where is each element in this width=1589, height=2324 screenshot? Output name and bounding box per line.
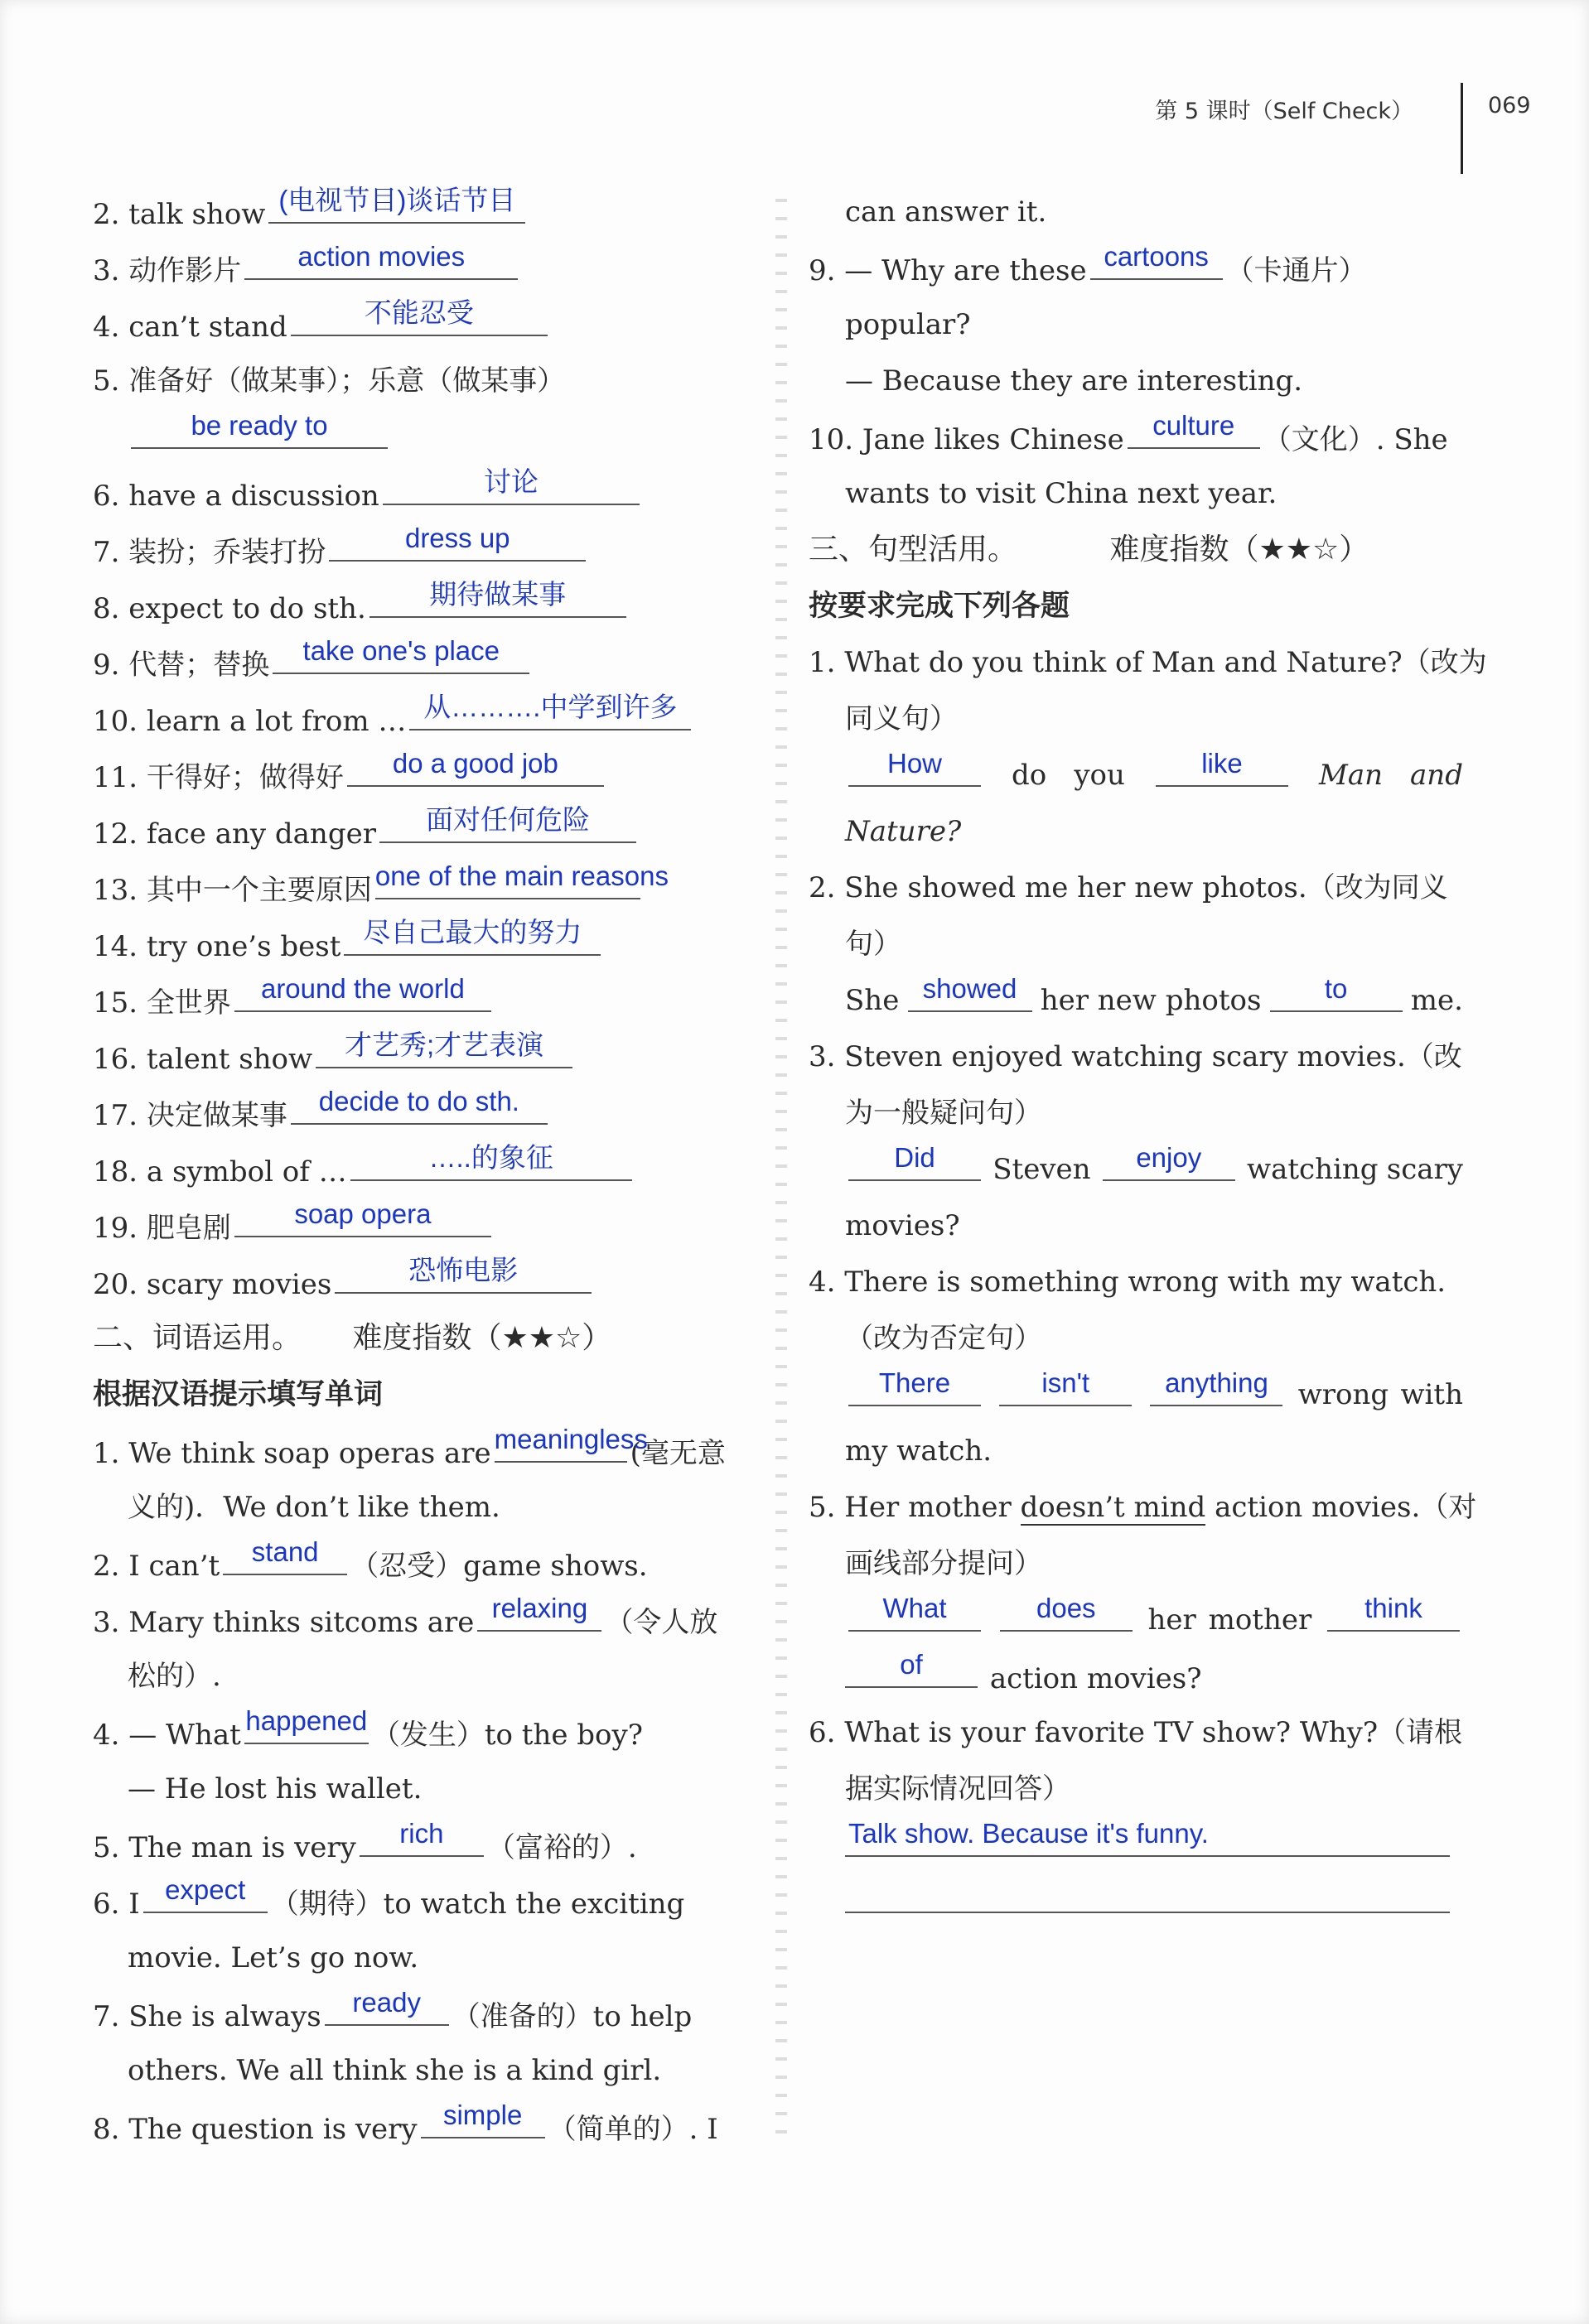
answer-blank[interactable]: [374, 860, 669, 899]
s3-p5-text: 5. Her mother: [809, 1491, 1021, 1524]
s2-q4-hint: （发生）to the boy?: [371, 1719, 643, 1752]
s3-p3-answer-row: [809, 1141, 1463, 1198]
word: mother: [1208, 1603, 1312, 1637]
answer-text: soap opera: [294, 1198, 432, 1229]
vocab-row: [93, 691, 747, 747]
answer-blank[interactable]: [1103, 1141, 1235, 1181]
answer-blank[interactable]: [1000, 1592, 1133, 1632]
answer-text: relaxing: [491, 1593, 588, 1623]
answer-blank[interactable]: [344, 916, 601, 956]
vocab-term: 全世界: [146, 986, 231, 1020]
vocab-row: [93, 972, 747, 1029]
item-number: 18.: [93, 1155, 138, 1189]
answer-text: How: [886, 748, 943, 779]
answer-text: isn't: [1041, 1367, 1090, 1398]
answer-text: be ready to: [191, 410, 328, 441]
answer-text: to: [1324, 973, 1348, 1004]
answer-blank[interactable]: [379, 803, 636, 843]
answer-text: stand: [251, 1536, 319, 1567]
s2-q4-text: 4. — What: [93, 1719, 241, 1752]
s2-q8-text: 8. The question is very: [93, 2113, 418, 2146]
vocab-row: [93, 1254, 747, 1310]
item-number: 10.: [93, 705, 138, 738]
s3-p5-answer-row: [809, 1592, 1463, 1648]
r-q9-hint: （卡通片）: [1225, 254, 1367, 287]
item-number: 4.: [93, 311, 120, 344]
r-q9-reply: — Because they are interesting.: [845, 364, 1303, 398]
answer-text: dress up: [404, 523, 510, 553]
item-number: 5.: [93, 364, 120, 398]
answer-blank[interactable]: [1090, 240, 1223, 280]
vocab-term: talk show: [128, 198, 266, 231]
s3-p1-end: Nature?: [845, 815, 962, 848]
s3-p4-answer-row: [809, 1367, 1463, 1423]
vocab-row-cont: [93, 409, 747, 465]
s3-p6-cont: 据实际情况回答）: [845, 1772, 1070, 1806]
answer-text: 不能忍受: [364, 297, 474, 328]
s2-q5: [93, 1817, 747, 1873]
answer-text: ready: [352, 1987, 421, 2018]
answer-blank[interactable]: [325, 1986, 449, 2026]
answer-blank[interactable]: [421, 2099, 545, 2138]
vocab-term: 准备好（做某事）；乐意（做某事）: [128, 364, 566, 398]
answer-blank[interactable]: [347, 747, 604, 787]
item-number: 15.: [93, 986, 138, 1020]
r-q9-text: 9. — Why are these: [809, 254, 1087, 287]
answer-blank[interactable]: [360, 1817, 484, 1857]
section2-title: 二、词语运用。: [93, 1321, 302, 1355]
vocab-list: [93, 184, 747, 1310]
answer-blank[interactable]: [131, 409, 388, 449]
answer-text: does: [1036, 1593, 1096, 1623]
answer-blank[interactable]: [1150, 1367, 1282, 1406]
s2-q1: [93, 1423, 747, 1479]
lesson-title: 第 5 课时（Self Check）: [1155, 99, 1413, 124]
s3-p2-answer-row: [809, 972, 1463, 1029]
answer-text: do a good job: [392, 748, 558, 779]
s2-q2-text: 2. I can’t: [93, 1550, 220, 1583]
answer-blank[interactable]: [316, 1029, 572, 1068]
s3-p5-answer-row2: [809, 1648, 1463, 1704]
answer-blank[interactable]: [845, 1648, 978, 1688]
answer-text: showed: [922, 973, 1017, 1004]
vocab-term: 肥皂剧: [146, 1212, 231, 1245]
answer-text: 恐怖电影: [408, 1255, 519, 1285]
answer-text: of: [900, 1649, 923, 1680]
vocab-row: [93, 916, 747, 972]
answer-text: take one's place: [302, 635, 500, 666]
vocab-row: [93, 1085, 747, 1141]
s3-p2: 2. She showed me her new photos.（改为同义: [809, 871, 1448, 904]
answer-text: …..的象征: [428, 1142, 553, 1173]
s3-p4: 4. There is something wrong with my watch.: [809, 1266, 1447, 1299]
vocab-term: 代替；替换: [128, 649, 270, 682]
word: scary: [1386, 1153, 1463, 1186]
s2-q8-hint: （简单的）. I: [548, 2113, 718, 2146]
item-number: 7.: [93, 536, 120, 569]
answer-blank[interactable]: [335, 1254, 592, 1294]
word: do: [1012, 759, 1047, 792]
vocab-row: [93, 578, 747, 634]
s3-p4-end: my watch.: [845, 1434, 993, 1468]
column-divider: [775, 190, 787, 2145]
answer-text: think: [1364, 1593, 1422, 1623]
answer-blank[interactable]: [908, 972, 1032, 1012]
left-column: [93, 184, 747, 2155]
s2-q3: [93, 1592, 747, 1648]
item-number: 3.: [93, 254, 120, 287]
item-number: 6.: [93, 480, 120, 513]
answer-blank[interactable]: [369, 578, 626, 618]
s2-q6-cont: movie. Let’s go now.: [128, 1941, 419, 1974]
answer-text: cartoons: [1104, 241, 1209, 272]
r-q10-cont: wants to visit China next year.: [845, 477, 1277, 510]
s3-p6-extra-line: [809, 1873, 1463, 1930]
answer-blank[interactable]: [848, 1367, 981, 1406]
s2-q4-reply: — He lost his wallet.: [128, 1772, 423, 1806]
answer-text: simple: [442, 2100, 523, 2130]
vocab-term: face any danger: [146, 817, 376, 851]
s2-q1-text: 1. We think soap operas are: [93, 1437, 491, 1470]
answer-text: Talk show. Because it's funny.: [848, 1818, 1209, 1849]
section2-instruction: 根据汉语提示填写单词: [93, 1378, 384, 1411]
answer-text: rich: [399, 1818, 444, 1849]
vocab-term: expect to do sth.: [128, 592, 366, 625]
word: her: [1147, 1603, 1196, 1637]
answer-blank[interactable]: [143, 1873, 268, 1913]
answer-blank[interactable]: [268, 184, 525, 224]
answer-text: meaningless: [494, 1424, 648, 1454]
s3-p3: 3. Steven enjoyed watching scary movies.（改: [809, 1040, 1462, 1073]
s3-p6-answer-row: [809, 1817, 1463, 1873]
answer-blank[interactable]: [350, 1141, 632, 1181]
answer-blank[interactable]: [848, 1592, 981, 1632]
answer-line[interactable]: [845, 1873, 1450, 1913]
vocab-row: [93, 1198, 747, 1254]
answer-text: like: [1201, 748, 1243, 779]
item-number: 19.: [93, 1212, 138, 1245]
vocab-row: [93, 1029, 747, 1085]
r-q9: [809, 240, 1463, 297]
s2-q6: [93, 1873, 747, 1930]
answer-text: happened: [245, 1705, 368, 1736]
item-number: 8.: [93, 592, 120, 625]
vocab-row: [93, 522, 747, 578]
page-number: 069: [1488, 93, 1531, 118]
section3-instruction: 按要求完成下列各题: [809, 590, 1070, 623]
vocab-term: 决定做某事: [146, 1099, 287, 1132]
vocab-row: [93, 634, 747, 691]
answer-text: enjoy: [1136, 1142, 1202, 1173]
vocab-term: try one’s best: [146, 930, 341, 963]
answer-blank[interactable]: [477, 1592, 601, 1632]
answer-text: What: [882, 1593, 947, 1623]
s3-p1-cont: 同义句）: [845, 702, 958, 735]
s2-q3-hint: （令人放: [605, 1606, 718, 1639]
answer-blank[interactable]: [291, 1085, 548, 1125]
answer-text: decide to do sth.: [318, 1086, 519, 1116]
page-header: [0, 83, 1589, 149]
answer-blank[interactable]: [273, 634, 529, 674]
answer-blank[interactable]: [409, 691, 691, 730]
answer-text: action movies: [297, 241, 466, 272]
s2-q3-text: 3. Mary thinks sitcoms are: [93, 1606, 475, 1639]
word: action movies?: [989, 1662, 1202, 1695]
s3-p3-cont: 为一般疑问句）: [845, 1097, 1042, 1130]
vocab-term: have a discussion: [128, 480, 379, 513]
section3-header: [809, 522, 1463, 578]
answer-blank[interactable]: [999, 1367, 1132, 1406]
r-q10: [809, 409, 1463, 465]
answer-blank[interactable]: [291, 297, 548, 336]
vocab-row: [93, 465, 747, 522]
word: watching: [1247, 1153, 1379, 1186]
section2-difficulty: 难度指数（★★☆）: [352, 1321, 612, 1355]
s2-q7-text: 7. She is always: [93, 2000, 321, 2033]
answer-text: 讨论: [483, 466, 539, 497]
s2-q1-cont: 义的)．We don’t like them.: [128, 1491, 500, 1524]
item-number: 14.: [93, 930, 138, 963]
word: with: [1400, 1378, 1463, 1411]
answer-blank[interactable]: [329, 522, 586, 562]
section3-title: 三、句型活用。: [809, 533, 1018, 567]
answer-text: 才艺秀;才艺表演: [345, 1029, 544, 1060]
s3-p6: 6. What is your favorite TV show? Why?（请根: [809, 1716, 1463, 1749]
answer-blank[interactable]: [848, 1141, 981, 1181]
word: wrong: [1297, 1378, 1389, 1411]
s2-q5-hint: （富裕的）.: [486, 1831, 637, 1864]
answer-blank[interactable]: [1327, 1592, 1460, 1632]
vocab-row: [93, 353, 747, 409]
r-q8-cont: can answer it.: [845, 195, 1047, 229]
s3-p5-cont: 画线部分提问）: [845, 1547, 1042, 1580]
answer-text: culture: [1152, 410, 1235, 441]
s3-p3-end: movies?: [845, 1209, 960, 1242]
vocab-term: a symbol of …: [146, 1155, 347, 1189]
item-number: 11.: [93, 761, 138, 794]
section2-header: [93, 1310, 747, 1367]
answer-text: anything: [1165, 1367, 1268, 1398]
s3-p4-cont: （改为否定句）: [845, 1322, 1042, 1355]
s3-p5: [809, 1479, 1477, 1536]
s2-q3-cont: 松的）.: [128, 1660, 221, 1693]
right-column: [809, 184, 1487, 1930]
answer-line[interactable]: [845, 1817, 1450, 1857]
word: Man: [1319, 759, 1383, 792]
r-q10-text: 10. Jane likes Chinese: [809, 423, 1124, 456]
item-number: 12.: [93, 817, 138, 851]
answer-blank[interactable]: [1128, 409, 1260, 449]
s3-p5-text2: action movies.（对: [1205, 1491, 1477, 1524]
vocab-row: [93, 860, 747, 916]
answer-blank[interactable]: [494, 1423, 648, 1463]
answer-blank[interactable]: [223, 1536, 347, 1575]
vocab-term: scary movies: [146, 1268, 332, 1301]
section3-difficulty: 难度指数（★★☆）: [1109, 533, 1369, 567]
vocab-row: [93, 297, 747, 353]
vocab-term: 干得好；做得好: [146, 761, 344, 794]
s2-q7-cont: others. We all think she is a kind girl.: [128, 2054, 662, 2087]
vocab-row: [93, 1141, 747, 1198]
vocab-row: [93, 184, 747, 240]
item-number: 13.: [93, 874, 138, 907]
answer-text: 期待做某事: [429, 579, 567, 610]
answer-text: There: [878, 1367, 951, 1398]
answer-text: (电视节目)谈话节目: [278, 185, 516, 215]
s2-q4: [93, 1704, 747, 1761]
s2-q2-hint: （忍受）game shows.: [350, 1550, 648, 1583]
s2-q7: [93, 1986, 747, 2042]
answer-blank[interactable]: [1270, 972, 1403, 1012]
r-q9-cont: popular?: [845, 308, 971, 341]
answer-blank[interactable]: [848, 747, 981, 787]
s3-p1: 1. What do you think of Man and Nature?（改为: [809, 646, 1487, 679]
word: She: [845, 984, 900, 1017]
r-q10-hint: （文化）. She: [1263, 423, 1448, 456]
answer-blank[interactable]: [234, 972, 491, 1012]
s2-q6-hint: （期待）to watch the exciting: [270, 1888, 685, 1921]
s2-q5-text: 5. The man is very: [93, 1831, 356, 1864]
answer-blank[interactable]: [383, 465, 640, 505]
answer-blank[interactable]: [244, 1704, 369, 1744]
answer-text: 尽自己最大的努力: [363, 917, 582, 947]
vocab-term: 其中一个主要原因: [146, 874, 372, 907]
word: Steven: [993, 1153, 1091, 1186]
s2-q1-hint: (毫无意: [630, 1437, 726, 1470]
vocab-term: 动作影片: [128, 254, 242, 287]
header-divider: [1461, 83, 1463, 174]
answer-text: Did: [894, 1142, 935, 1173]
answer-blank[interactable]: [234, 1198, 491, 1237]
underlined-phrase: doesn’t mind: [1020, 1491, 1206, 1524]
s3-p2-cont: 句）: [845, 928, 901, 961]
s2-q6-text: 6. I: [93, 1888, 140, 1921]
word: and: [1410, 759, 1463, 792]
item-number: 20.: [93, 1268, 138, 1301]
answer-text: one of the main reasons: [374, 861, 669, 891]
answer-blank[interactable]: [1156, 747, 1288, 787]
answer-text: 从……….中学到许多: [423, 692, 678, 722]
item-number: 2.: [93, 198, 120, 231]
s3-p1-answer-row: [809, 747, 1463, 803]
word: her new photos: [1040, 984, 1262, 1017]
answer-text: expect: [165, 1874, 246, 1905]
answer-text: 面对任何危险: [425, 804, 590, 835]
item-number: 9.: [93, 649, 120, 682]
answer-text: around the world: [260, 973, 465, 1004]
vocab-term: learn a lot from …: [146, 705, 407, 738]
word: me.: [1410, 984, 1463, 1017]
s2-q7-hint: （准备的）to help: [452, 2000, 693, 2033]
vocab-row: [93, 240, 747, 297]
vocab-term: 装扮；乔装打扮: [128, 536, 326, 569]
s2-q8: [93, 2099, 747, 2155]
vocab-term: talent show: [146, 1043, 313, 1076]
item-number: 17.: [93, 1099, 138, 1132]
answer-blank[interactable]: [244, 240, 518, 280]
s2-q2: [93, 1536, 747, 1592]
word: you: [1074, 759, 1125, 792]
vocab-row: [93, 747, 747, 803]
vocab-row: [93, 803, 747, 860]
item-number: 16.: [93, 1043, 138, 1076]
vocab-term: can’t stand: [128, 311, 287, 344]
